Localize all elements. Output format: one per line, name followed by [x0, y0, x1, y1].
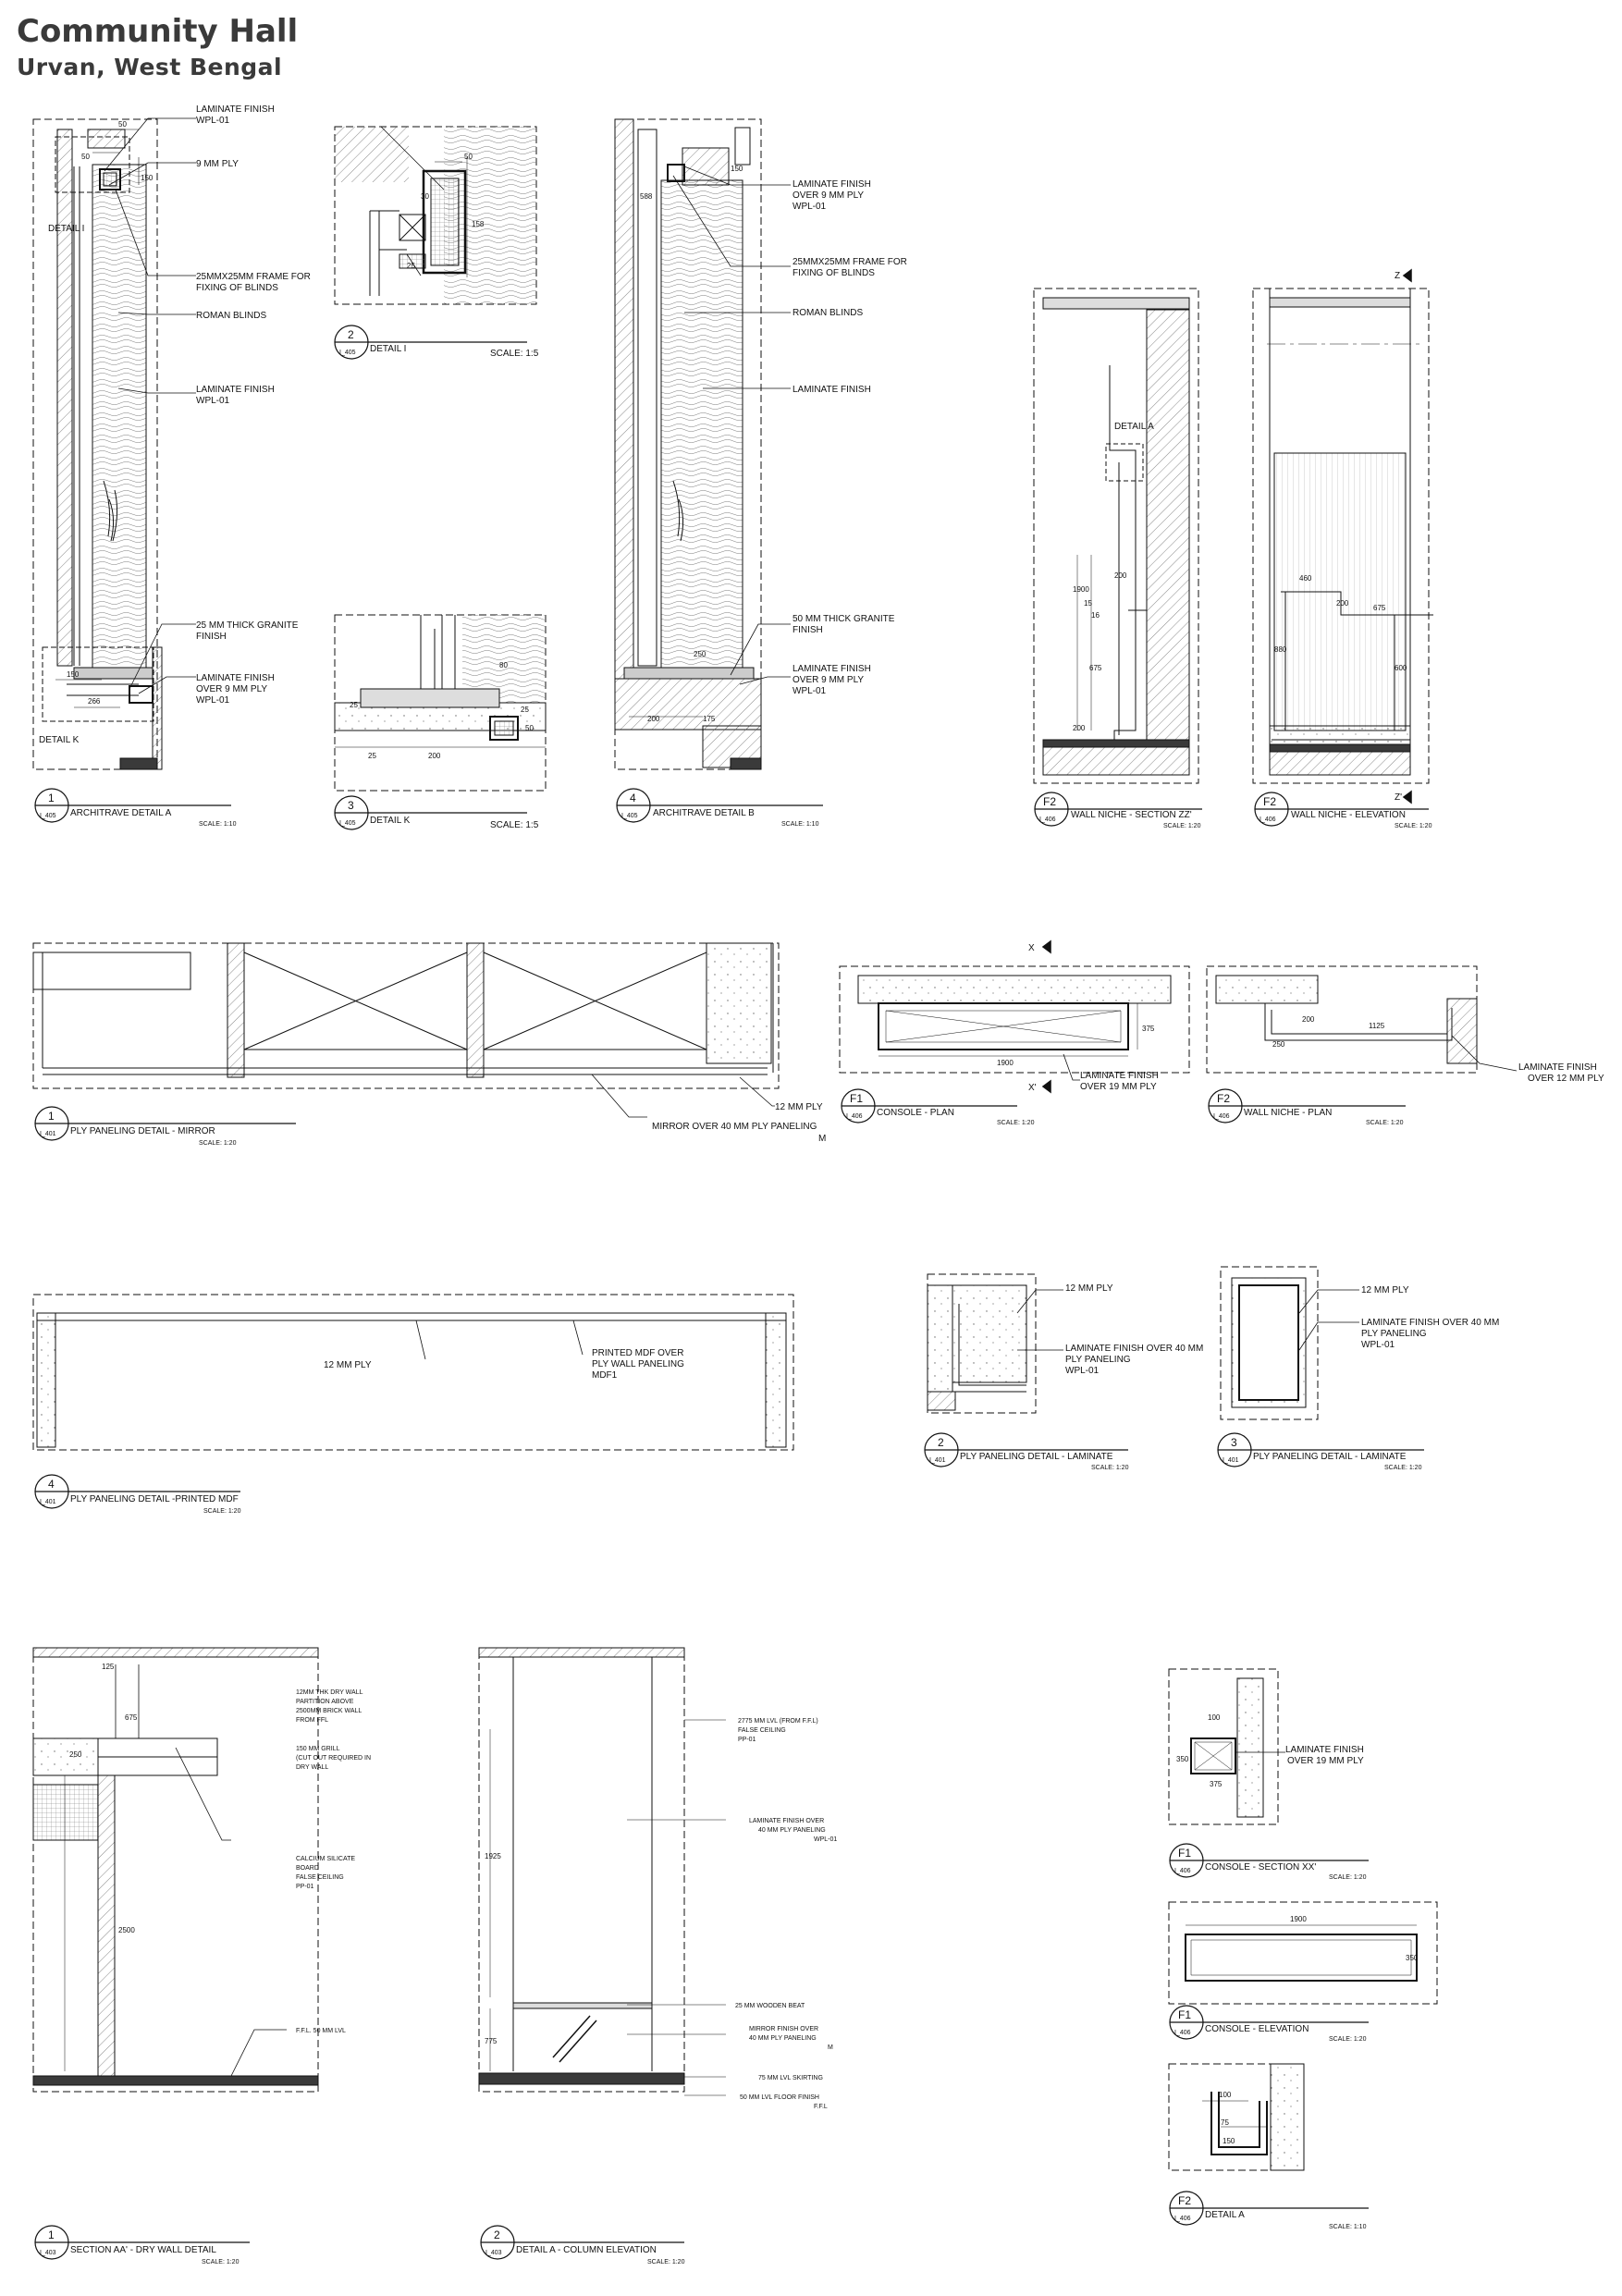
- label: 12MM THK DRY WALL: [296, 1689, 363, 1696]
- label: X': [1028, 1083, 1037, 1093]
- dim: 125: [102, 1663, 115, 1671]
- label: 40 MM PLY PANELING: [758, 1827, 826, 1834]
- caption-number: F2: [1178, 2194, 1192, 2207]
- dim: 375: [1142, 1025, 1155, 1033]
- label: 2775 MM LVL (FROM F.F.L): [738, 1718, 818, 1725]
- label: ROMAN BLINDS: [196, 311, 267, 321]
- label: 25 MM THICK GRANITE: [196, 620, 299, 631]
- dim: 250: [69, 1750, 82, 1759]
- dim: 16: [1091, 611, 1100, 620]
- caption-label: DETAIL I: [370, 344, 407, 354]
- caption-label: PLY PANELING DETAIL - LAMINATE: [1253, 1452, 1407, 1462]
- caption-number: 2: [494, 2228, 500, 2241]
- label: LAMINATE FINISH: [1080, 1071, 1159, 1081]
- label: FALSE CEILING: [296, 1874, 344, 1881]
- label: DETAIL I: [48, 224, 85, 234]
- dim: 350: [1406, 1954, 1419, 1962]
- detail-a: [1169, 2064, 1304, 2170]
- dim: 675: [1373, 604, 1386, 612]
- caption-sheet: I_406: [1174, 1868, 1191, 1874]
- dim: 175: [703, 715, 716, 723]
- label: M: [818, 1134, 827, 1144]
- caption-label: WALL NICHE - ELEVATION: [1291, 810, 1406, 820]
- dim: 460: [1299, 574, 1312, 583]
- dim: 50: [525, 724, 534, 732]
- label: 50 MM THICK GRANITE: [793, 614, 895, 624]
- caption-number: 1: [48, 2228, 55, 2241]
- dim: 100: [1208, 1713, 1221, 1722]
- ply-paneling-mirror: [33, 943, 779, 1088]
- label: OVER 9 MM PLY: [793, 190, 865, 201]
- caption-number: F2: [1217, 1092, 1231, 1105]
- label: CALCIUM SILICATE: [296, 1856, 356, 1862]
- label: 40 MM PLY PANELING: [749, 2035, 817, 2042]
- caption-label: WALL NICHE - PLAN: [1244, 1108, 1333, 1118]
- mirror-leaders: [592, 1074, 775, 1117]
- column-elevation: [479, 1648, 726, 2095]
- dim: 200: [428, 752, 441, 760]
- caption-sheet: I_406: [1213, 1113, 1230, 1120]
- dim: 200: [647, 715, 660, 723]
- label: OVER 19 MM PLY: [1080, 1082, 1157, 1092]
- dim: 1900: [1073, 585, 1089, 594]
- dry-wall-section: [33, 1648, 318, 2092]
- caption-scale: SCALE: 1:20: [199, 1140, 237, 1147]
- label: WPL-01: [196, 695, 230, 706]
- label: WPL-01: [1065, 1366, 1100, 1376]
- dim: 675: [125, 1713, 138, 1722]
- caption-number: 2: [348, 328, 354, 341]
- label: M: [828, 2044, 833, 2051]
- label: LAMINATE FINISH: [793, 385, 871, 395]
- dim: 880: [1274, 645, 1287, 654]
- dim: 25: [521, 706, 529, 714]
- label: FIXING OF BLINDS: [793, 268, 875, 278]
- dim: 1900: [1290, 1915, 1307, 1923]
- label: LAMINATE FINISH: [793, 664, 871, 674]
- caption-label: ARCHITRAVE DETAIL A: [70, 808, 172, 818]
- label: PARTITION ABOVE: [296, 1699, 354, 1705]
- dim: 80: [499, 661, 508, 669]
- label: FINISH: [793, 625, 823, 635]
- caption-sheet: I_406: [846, 1113, 863, 1120]
- label: 25MMX25MM FRAME FOR: [793, 257, 907, 267]
- label: FROM FFL: [296, 1717, 328, 1724]
- label: PP-01: [738, 1737, 756, 1743]
- dim: 75: [1221, 2118, 1229, 2127]
- dim: 200: [1073, 724, 1086, 732]
- caption-scale: SCALE: 1:10: [781, 821, 819, 828]
- label: X: [1028, 943, 1035, 953]
- dim: 25: [350, 701, 358, 709]
- wall-niche-section: [1034, 289, 1198, 783]
- dim: 150: [1223, 2137, 1235, 2145]
- label: MIRROR OVER 40 MM PLY PANELING: [652, 1122, 817, 1132]
- dim: 25: [407, 262, 415, 270]
- architrave-detail-a: [33, 119, 162, 769]
- dim: 1900: [997, 1059, 1014, 1067]
- caption-sheet: I_405: [40, 813, 56, 819]
- label: WPL-01: [1361, 1340, 1395, 1350]
- label: 25 MM WOODEN BEAT: [735, 2003, 805, 2009]
- label: LAMINATE FINISH: [196, 385, 275, 395]
- caption-label: DETAIL A - COLUMN ELEVATION: [516, 2245, 657, 2255]
- label: OVER 9 MM PLY: [793, 675, 865, 685]
- caption-sheet: I_401: [1223, 1457, 1239, 1464]
- caption-number: F1: [1178, 2008, 1192, 2021]
- label: OVER 9 MM PLY: [196, 684, 268, 694]
- caption-sheet: I_401: [929, 1457, 946, 1464]
- console-section: [1169, 1669, 1285, 1824]
- dim: 775: [485, 2037, 498, 2045]
- dim: 50: [464, 153, 473, 161]
- label: MIRROR FINISH OVER: [749, 2026, 819, 2032]
- dim: 25: [368, 752, 376, 760]
- caption-label: PLY PANELING DETAIL - LAMINATE: [960, 1452, 1113, 1462]
- label: WPL-01: [814, 1836, 838, 1843]
- caption-sheet: I_405: [339, 350, 356, 356]
- caption-label: CONSOLE - SECTION XX': [1205, 1862, 1317, 1872]
- caption-number: 4: [48, 1478, 55, 1491]
- caption-scale: SCALE: 1:20: [203, 1508, 241, 1515]
- label: LAMINATE FINISH OVER 40 MM: [1361, 1318, 1500, 1328]
- caption-label: DETAIL A: [1205, 2210, 1245, 2220]
- label: LAMINATE FINISH: [196, 673, 275, 683]
- caption-label: CONSOLE - PLAN: [877, 1108, 954, 1118]
- caption-sheet: I_401: [40, 1499, 56, 1505]
- caption-sheet: I_406: [1039, 816, 1056, 823]
- caption-sheet: I_406: [1260, 816, 1276, 823]
- caption-sheet: I_401: [40, 1131, 56, 1137]
- dim: 600: [1395, 664, 1407, 672]
- detail-k: [335, 615, 546, 791]
- caption-scale: SCALE: 1:20: [1329, 1874, 1367, 1881]
- label: 9 MM PLY: [196, 159, 239, 169]
- caption-number: 4: [630, 792, 636, 804]
- label: WPL-01: [793, 686, 827, 696]
- dim: 50: [81, 153, 90, 161]
- label: PP-01: [296, 1884, 314, 1890]
- label: BOARD: [296, 1865, 319, 1872]
- label: 12 MM PLY: [324, 1360, 372, 1370]
- label: LAMINATE FINISH: [793, 179, 871, 190]
- label: PLY PANELING: [1361, 1329, 1427, 1339]
- caption-label: CONSOLE - ELEVATION: [1205, 2024, 1309, 2034]
- label: Z': [1395, 792, 1403, 803]
- label: F.F.L: [814, 2104, 828, 2110]
- caption-label: PLY PANELING DETAIL -PRINTED MDF: [70, 1494, 239, 1504]
- label: 12 MM PLY: [1065, 1283, 1113, 1294]
- caption-number: F1: [850, 1092, 864, 1105]
- label: PLY WALL PANELING: [592, 1359, 684, 1369]
- label: 50 MM LVL FLOOR FINISH: [740, 2094, 819, 2101]
- caption-label: SECTION AA' - DRY WALL DETAIL: [70, 2245, 216, 2255]
- caption-sheet: I_405: [621, 813, 638, 819]
- caption-label: PLY PANELING DETAIL - MIRROR: [70, 1126, 215, 1136]
- caption-number: 1: [48, 792, 55, 804]
- label: Z: [1395, 271, 1401, 281]
- caption-scale: SCALE: 1:20: [1091, 1465, 1129, 1471]
- wall-niche-plan: [1207, 966, 1517, 1073]
- caption-scale: SCALE: 1:20: [1163, 823, 1201, 829]
- label: LAMINATE FINISH: [1518, 1062, 1597, 1073]
- caption-scale: SCALE: 1:20: [202, 2259, 240, 2265]
- dim: 30: [421, 192, 429, 201]
- dim: 588: [640, 192, 653, 201]
- label: 2500MM BRICK WALL: [296, 1708, 362, 1714]
- ply-paneling-laminate-2: [928, 1274, 1063, 1413]
- label: 12 MM PLY: [1361, 1285, 1409, 1295]
- dim: 150: [141, 174, 154, 182]
- label: FIXING OF BLINDS: [196, 283, 278, 293]
- ply-paneling-laminate-3: [1221, 1267, 1359, 1419]
- ply-paneling-mdf: [33, 1295, 793, 1450]
- caption-scale: SCALE: 1:20: [1329, 2036, 1367, 2043]
- dim: 675: [1089, 664, 1102, 672]
- sheet-title: Community Hall: [17, 13, 299, 50]
- dim: 15: [1084, 599, 1092, 608]
- caption-scale: SCALE: 1:5: [490, 349, 539, 359]
- wall-niche-elevation: [1253, 289, 1433, 783]
- console-plan: [840, 966, 1189, 1080]
- label: 75 MM LVL SKIRTING: [758, 2075, 823, 2081]
- architrave-detail-b: [615, 119, 761, 769]
- caption-scale: SCALE: 1:10: [1329, 2224, 1367, 2230]
- dim: 266: [88, 697, 101, 706]
- caption-number: F1: [1178, 1847, 1192, 1860]
- dim: 200: [1114, 571, 1127, 580]
- dim: 200: [1302, 1015, 1315, 1024]
- caption-label: WALL NICHE - SECTION ZZ': [1071, 810, 1192, 820]
- caption-number: F2: [1043, 795, 1057, 808]
- caption-sheet: I_403: [40, 2250, 56, 2256]
- dim: 250: [694, 650, 707, 658]
- label: PRINTED MDF OVER: [592, 1348, 684, 1358]
- label: LAMINATE FINISH: [1285, 1745, 1364, 1755]
- label: 150 MM GRILL: [296, 1746, 340, 1752]
- dim: 150: [731, 165, 743, 173]
- label: FINISH: [196, 632, 227, 642]
- caption-scale: SCALE: 1:20: [1366, 1120, 1404, 1126]
- caption-sheet: I_406: [1174, 2030, 1191, 2036]
- dim: 200: [1336, 599, 1349, 608]
- label: 12 MM PLY: [775, 1102, 823, 1112]
- dim: 150: [67, 670, 80, 679]
- caption-scale: SCALE: 1:5: [490, 820, 539, 830]
- caption-number: 3: [348, 799, 354, 812]
- label: WPL-01: [196, 116, 230, 126]
- caption-sheet: I_406: [1174, 2216, 1191, 2222]
- caption-label: DETAIL K: [370, 816, 411, 826]
- dim: 50: [118, 120, 127, 129]
- dim: 375: [1210, 1780, 1223, 1788]
- label: LAMINATE FINISH: [196, 104, 275, 115]
- label: OVER 12 MM PLY: [1528, 1074, 1604, 1084]
- label: DRY WALL: [296, 1764, 329, 1771]
- dim: 250: [1272, 1040, 1285, 1049]
- label: PLY PANELING: [1065, 1355, 1131, 1365]
- caption-scale: SCALE: 1:10: [199, 821, 237, 828]
- label: ROMAN BLINDS: [793, 308, 864, 318]
- detail-i: [335, 127, 536, 304]
- label: OVER 19 MM PLY: [1287, 1756, 1364, 1766]
- label: (CUT OUT REQUIRED IN: [296, 1755, 372, 1762]
- caption-number: F2: [1263, 795, 1277, 808]
- label: MDF1: [592, 1370, 618, 1381]
- caption-number: 3: [1231, 1436, 1237, 1449]
- caption-sheet: I_403: [485, 2250, 502, 2256]
- dim: 1925: [485, 1852, 501, 1860]
- dim: 100: [1219, 2091, 1232, 2099]
- dim: 2500: [118, 1926, 135, 1934]
- label: WPL-01: [196, 396, 230, 406]
- label: LAMINATE FINISH OVER: [749, 1818, 825, 1824]
- caption-label: ARCHITRAVE DETAIL B: [653, 808, 755, 818]
- label: WPL-01: [793, 202, 827, 212]
- caption-scale: SCALE: 1:20: [1395, 823, 1432, 829]
- dim: 158: [472, 220, 485, 228]
- caption-sheet: I_405: [339, 820, 356, 827]
- sheet-subtitle: Urvan, West Bengal: [17, 54, 283, 80]
- label: FALSE CEILING: [738, 1727, 786, 1734]
- caption-scale: SCALE: 1:20: [1384, 1465, 1422, 1471]
- label: DETAIL A: [1114, 422, 1154, 432]
- caption-scale: SCALE: 1:20: [647, 2259, 685, 2265]
- label: DETAIL K: [39, 735, 80, 745]
- caption-number: 1: [48, 1110, 55, 1123]
- label: F.F.L. 50 MM LVL: [296, 2028, 346, 2034]
- dim: 1125: [1369, 1022, 1385, 1030]
- dim: 350: [1176, 1755, 1189, 1763]
- caption-number: 2: [938, 1436, 944, 1449]
- label: LAMINATE FINISH OVER 40 MM: [1065, 1344, 1204, 1354]
- caption-scale: SCALE: 1:20: [997, 1120, 1035, 1126]
- label: 25MMX25MM FRAME FOR: [196, 272, 311, 282]
